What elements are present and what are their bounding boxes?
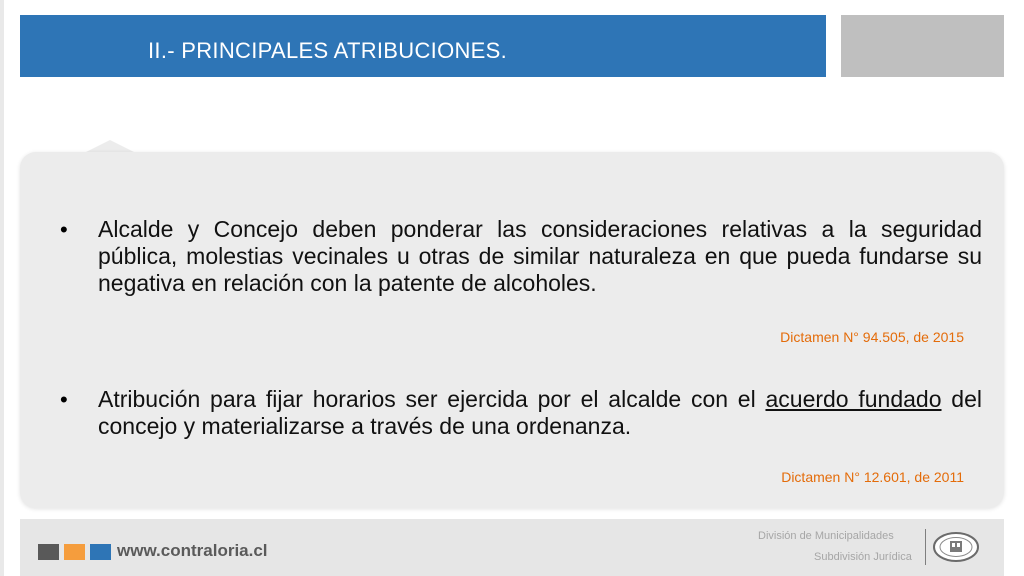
slide-title: II.- PRINCIPALES ATRIBUCIONES. bbox=[148, 38, 508, 63]
underlined-phrase: acuerdo fundado bbox=[765, 386, 942, 412]
left-edge-rule bbox=[0, 0, 4, 576]
bullet-icon: • bbox=[60, 217, 68, 242]
footer-division: División de Municipalidades bbox=[758, 530, 894, 542]
bullet-item-2 bbox=[60, 386, 982, 440]
footer-square-blue bbox=[90, 544, 111, 560]
footer-square-orange bbox=[64, 544, 85, 560]
footer-url-link[interactable]: www.contraloria.cl bbox=[117, 541, 268, 560]
header-gray-block bbox=[841, 15, 1004, 77]
bullet-text-2-end: del concejo y materializarse a través de una ordenanza. bbox=[98, 386, 982, 439]
contraloria-seal-icon bbox=[931, 532, 981, 562]
footer-bar bbox=[20, 519, 1004, 576]
footer-square-gray bbox=[38, 544, 59, 560]
content-panel bbox=[20, 140, 1004, 512]
bullet-text-1: Alcalde y Concejo deben ponderar las consideraciones relativas a la seguridad pública, molestias vecinales u otras de similar naturaleza en que pueda fundarse su negativa en relación con la patente de alcoholes. bbox=[98, 216, 982, 296]
footer-subdivision: Subdivisión Jurídica bbox=[814, 551, 912, 563]
bullet-text-2-start: Atribución para fijar horarios ser ejercida por el alcalde con el bbox=[98, 386, 766, 412]
reference-1: Dictamen N° 94.505, de 2015 bbox=[780, 329, 964, 345]
bullet-text-2 bbox=[98, 386, 982, 440]
reference-2: Dictamen N° 12.601, de 2011 bbox=[781, 469, 964, 485]
bullet-icon: • bbox=[60, 387, 68, 412]
bullet-item-1 bbox=[60, 216, 982, 297]
footer-separator bbox=[925, 529, 926, 565]
title-bar bbox=[20, 15, 826, 77]
